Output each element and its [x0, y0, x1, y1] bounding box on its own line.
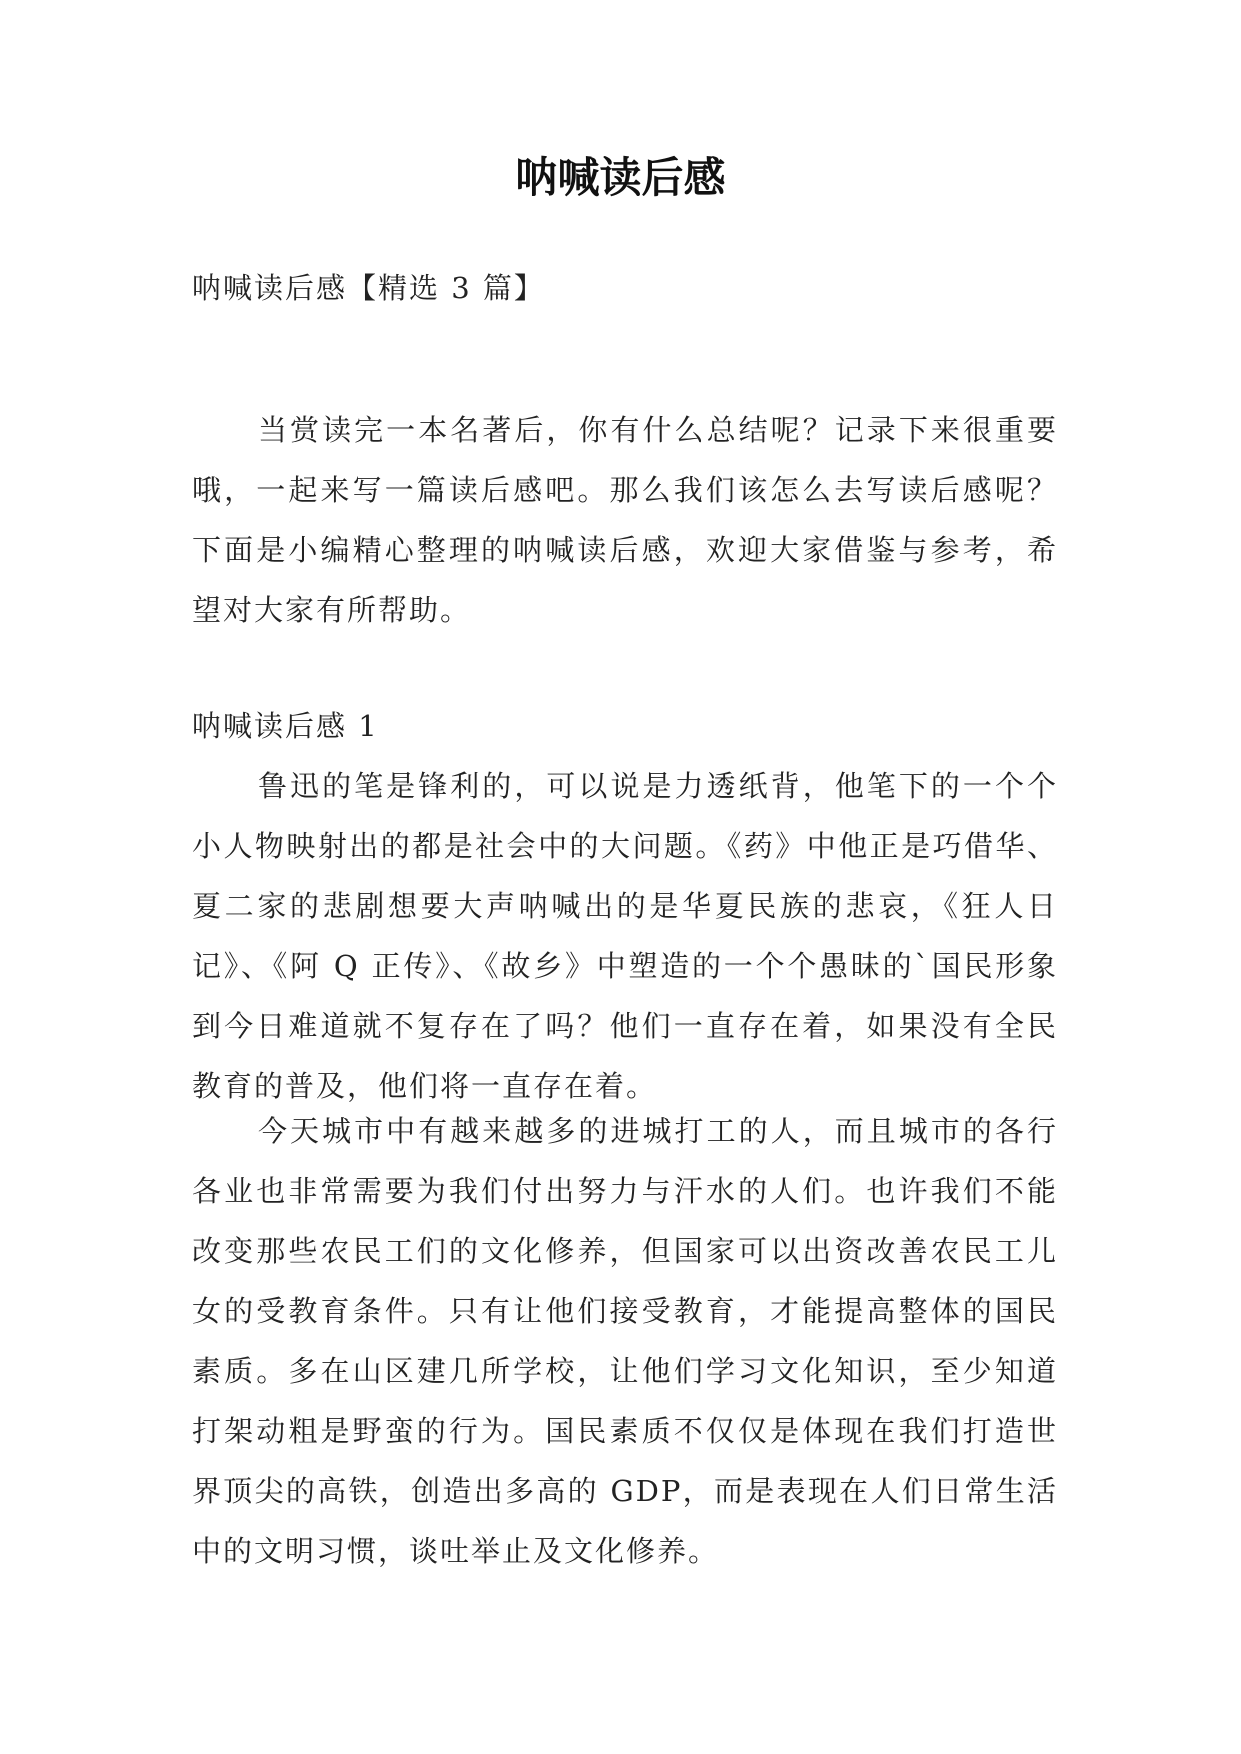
intro-paragraph: 当赏读完一本名著后，你有什么总结呢？记录下来很重要哦，一起来写一篇读后感吧。那么我们该怎么去写读后感呢？下面是小编精心整理的呐喊读后感，欢迎大家借鉴与参考，希望对大家有所帮助。 — [192, 413, 1058, 627]
section-heading: 呐喊读后感 1 — [192, 709, 379, 743]
body-paragraph: 今天城市中有越来越多的进城打工的人，而且城市的各行各业也非常需要为我们付出努力与汗水的人们。也许我们不能改变那些农民工们的文化修养，但国家可以出资改善农民工儿女的受教育条件。只有让他们接受教育，才能提高整体的国民素质。多在山区建几所学校，让他们学习文化知识，至少知道打架动粗是野蛮的行为。国民素质不仅仅是体现在我们打造世界顶尖的高铁，创造出多高的 GDP，而是表现在人们日常生活中的文明习惯，谈吐举止及文化修养。 — [192, 1114, 1058, 1568]
body-paragraph: 鲁迅的笔是锋利的，可以说是力透纸背，他笔下的一个个小人物映射出的都是社会中的大问题。《药》中他正是巧借华、夏二家的悲剧想要大声呐喊出的是华夏民族的悲哀，《狂人日记》、《阿 Q 正传》、《故乡》中塑造的一个个愚昧的`国民形象到今日难道就不复存在了吗？他们一直存在着，如果没有全民教育的普及，他们将一直存在着。 — [192, 769, 1058, 1103]
document-title: 呐喊读后感 — [515, 153, 726, 202]
document-subtitle: 呐喊读后感【精选 3 篇】 — [192, 271, 545, 305]
